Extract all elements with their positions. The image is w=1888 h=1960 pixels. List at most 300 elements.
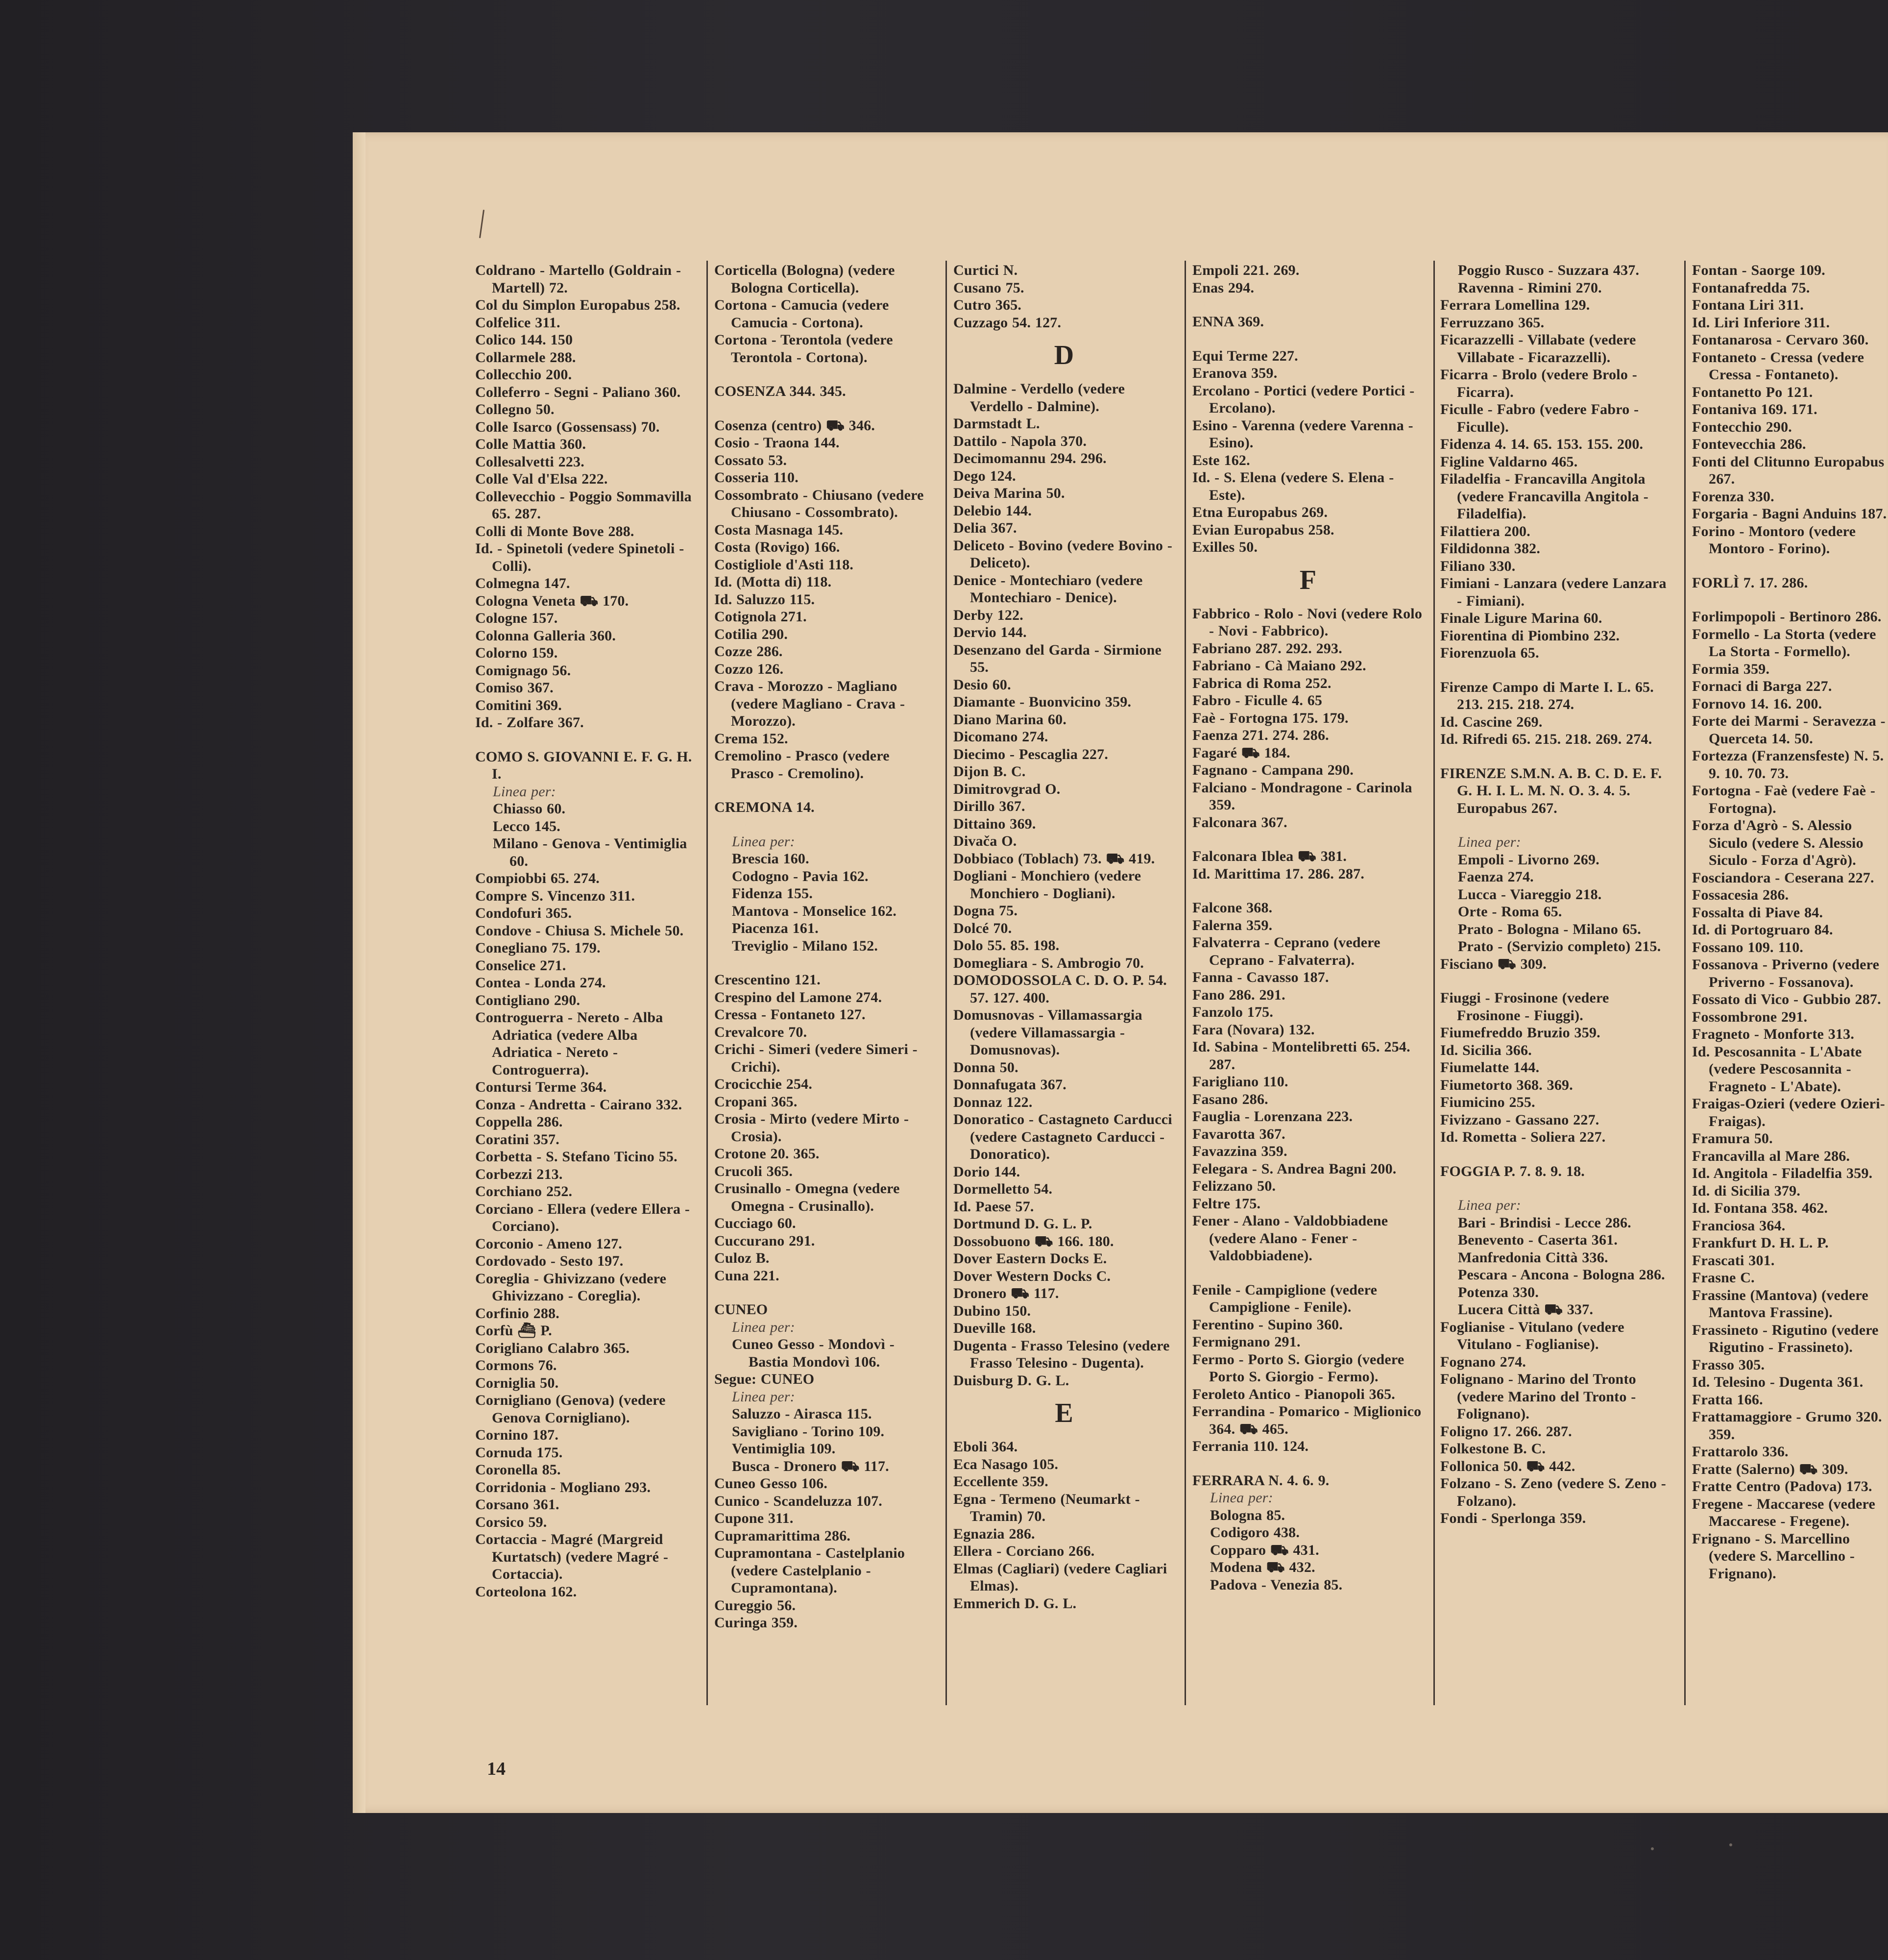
index-entry: Mantova - Monselice 162. <box>732 903 897 919</box>
index-entry: Exilles 50. <box>1192 539 1258 555</box>
index-entry: Conegliano 75. 179. <box>475 940 601 956</box>
index-entry: Id. Pescosannita - L'Abate (vedere Pescosannita - Fragneto - L'Abate). <box>1692 1043 1862 1095</box>
column-divider <box>1433 261 1435 1705</box>
index-entry: Crusinallo - Omegna (vedere Omegna - Crusinallo). <box>714 1180 900 1214</box>
index-entry: Fanna - Cavasso 187. <box>1192 969 1329 985</box>
index-entry: Savigliano - Torino 109. <box>732 1423 885 1440</box>
index-entry: Cologna Veneta ⛟ 170. <box>475 592 629 609</box>
index-entry: Fiumefreddo Bruzio 359. <box>1440 1025 1600 1041</box>
index-entry: Comiso 367. <box>475 680 554 696</box>
index-entry: Esino - Varenna (vedere Varenna - Esino). <box>1192 417 1413 451</box>
index-entry: Comitini 369. <box>475 697 562 713</box>
index-entry: Diano Marina 60. <box>953 711 1067 728</box>
index-entry: Fossato di Vico - Gubbio 287. <box>1692 991 1881 1007</box>
index-entry: Dirillo 367. <box>953 798 1025 814</box>
index-entry: Benevento - Caserta 361. <box>1458 1232 1618 1248</box>
index-entry: Faè - Fortogna 175. 179. <box>1192 710 1349 726</box>
index-entry: Lecco 145. <box>493 818 560 834</box>
index-entry: Colfelice 311. <box>475 314 560 331</box>
index-entry: Dortmund D. G. L. P. <box>953 1216 1092 1232</box>
index-entry: Crema 152. <box>714 730 788 747</box>
index-entry: Foligno 17. 266. 287. <box>1440 1423 1572 1440</box>
index-entry: Forgaria - Bagni Anduins 187. <box>1692 506 1887 522</box>
index-entry: Fivizzano - Gassano 227. <box>1440 1111 1599 1128</box>
index-entry: Dorio 144. <box>953 1163 1020 1180</box>
index-entry: Cossato 53. <box>714 452 787 468</box>
index-entry: Cosenza (centro) ⛟ 346. <box>714 417 875 434</box>
index-entry: Col du Simplon Europabus 258. <box>475 297 680 313</box>
index-entry: Eranova 359. <box>1192 365 1278 381</box>
index-entry: Codogno - Pavia 162. <box>732 868 869 884</box>
index-entry: Corniglia 50. <box>475 1374 559 1391</box>
index-entry: Forza d'Agrò - S. Alessio Siculo (vedere S. Alessio Siculo - Forza d'Agrò). <box>1692 817 1864 868</box>
index-entry: Frassineto - Rigutino (vedere Rigutino - Frassineto). <box>1692 1322 1879 1355</box>
scan-dust <box>1651 1847 1654 1850</box>
index-entry: Fabbrico - Rolo - Novi (vedere Rolo - Novi - Fabbrico). <box>1192 605 1423 639</box>
index-entry: Cornino 187. <box>475 1427 559 1443</box>
index-entry: Crocicchie 254. <box>714 1076 813 1092</box>
scan-dust <box>1729 1843 1732 1846</box>
index-column-3 <box>953 262 1175 1756</box>
index-entry: Equi Terme 227. <box>1192 347 1298 364</box>
index-entry: Coreglia - Ghivizzano (vedere Ghivizzano - Coreglia). <box>475 1270 667 1304</box>
index-entry: Fossanova - Priverno (vedere Priverno - Fossanova). <box>1692 956 1880 990</box>
index-entry: Cormons 76. <box>475 1357 557 1373</box>
index-entry: Id. Rometta - Soliera 227. <box>1440 1129 1606 1145</box>
index-entry: Corfinio 288. <box>475 1305 559 1322</box>
index-entry: Frascati 301. <box>1692 1252 1775 1269</box>
index-entry: Id. Marittima 17. 286. 287. <box>1192 865 1365 882</box>
index-entry: Fornovo 14. 16. 200. <box>1692 695 1822 712</box>
index-entry: FERRARA N. 4. 6. 9. <box>1192 1472 1330 1489</box>
index-entry: Milano - Genova - Ventimiglia 60. <box>493 835 687 869</box>
index-entry: Forenza 330. <box>1692 488 1774 505</box>
index-entry: Denice - Montechiaro (vedere Montechiaro - Denice). <box>953 572 1143 606</box>
index-entry: Lucera Città ⛟ 337. <box>1458 1301 1594 1318</box>
index-entry: Fortogna - Faè (vedere Faè - Fortogna). <box>1692 783 1876 816</box>
index-entry: Fragneto - Monforte 313. <box>1692 1026 1855 1042</box>
index-entry: Corchiano 252. <box>475 1183 573 1200</box>
index-entry: Falconara 367. <box>1192 814 1287 831</box>
index-entry: Forlimpopoli - Bertinoro 286. <box>1692 609 1882 625</box>
index-entry: Dogliani - Monchiero (vedere Monchiero - Dogliani). <box>953 868 1141 902</box>
index-entry: Dattilo - Napola 370. <box>953 433 1087 449</box>
index-entry: Fossalta di Piave 84. <box>1692 904 1823 921</box>
index-entry: Feltre 175. <box>1192 1195 1261 1212</box>
index-entry: Cuneo Gesso - Mondovì - Bastia Mondovì 106. <box>732 1336 895 1370</box>
index-entry: Domusnovas - Villamassargia (vedere Villamassargia - Domusnovas). <box>953 1007 1142 1058</box>
index-entry: Dimitrovgrad O. <box>953 781 1061 797</box>
margin-mark <box>479 210 484 238</box>
index-entry: Cucciago 60. <box>714 1215 796 1231</box>
index-entry: COMO S. GIOVANNI E. F. G. H. I. <box>475 748 692 782</box>
section-letter: D <box>1054 340 1074 370</box>
index-entry: Cutro 365. <box>953 297 1022 313</box>
index-entry: Fontana Liri 311. <box>1692 297 1804 313</box>
index-entry: Id. di Portogruaro 84. <box>1692 922 1833 938</box>
index-entry: Falconara Iblea ⛟ 381. <box>1192 848 1347 864</box>
index-entry: Fiumetorto 368. 369. <box>1440 1077 1573 1093</box>
index-entry: Brescia 160. <box>732 851 809 867</box>
index-entry: Fagaré ⛟ 184. <box>1192 744 1290 761</box>
index-entry: Ravenna - Rimini 270. <box>1458 279 1602 296</box>
index-entry: Dugenta - Frasso Telesino (vedere Frasso Telesino - Dugenta). <box>953 1337 1170 1371</box>
index-entry: Fossombrone 291. <box>1692 1008 1808 1025</box>
index-entry: Ellera - Corciano 266. <box>953 1543 1095 1559</box>
index-entry: Ferentino - Supino 360. <box>1192 1316 1343 1333</box>
index-entry: Collecchio 200. <box>475 367 572 383</box>
index-entry: Coppella 286. <box>475 1114 563 1130</box>
index-entry: Collevecchio - Poggio Sommavilla 65. 287. <box>475 488 692 522</box>
index-entry: Fidenza 4. 14. 65. 153. 155. 200. <box>1440 436 1644 452</box>
index-entry: Id. Saluzzo 115. <box>714 591 815 608</box>
index-entry: Busca - Dronero ⛟ 117. <box>732 1458 889 1474</box>
index-entry: Falcone 368. <box>1192 900 1273 916</box>
index-entry: Eboli 364. <box>953 1439 1018 1455</box>
index-entry: Id. Rifredi 65. 215. 218. 269. 274. <box>1440 731 1652 747</box>
index-entry: Folzano - S. Zeno (vedere S. Zeno - Folzano). <box>1440 1475 1666 1509</box>
index-entry: Manfredonia Città 336. <box>1458 1249 1608 1266</box>
index-entry: Faenza 271. 274. 286. <box>1192 727 1329 743</box>
index-entry: Empoli 221. 269. <box>1192 262 1300 278</box>
index-entry: Cornigliano (Genova) (vedere Genova Cornigliano). <box>475 1392 666 1426</box>
index-entry: Costigliole d'Asti 118. <box>714 556 854 573</box>
index-entry: Donnaz 122. <box>953 1094 1033 1110</box>
index-entry: Framura 50. <box>1692 1130 1773 1147</box>
index-entry: Cotignola 271. <box>714 609 807 625</box>
index-entry: Dubino 150. <box>953 1302 1031 1319</box>
index-entry: Corridonia - Mogliano 293. <box>475 1479 651 1495</box>
index-entry: Crescentino 121. <box>714 972 821 988</box>
index-entry: Ficulle - Fabro (vedere Fabro - Ficulle). <box>1440 401 1639 435</box>
index-entry: Colle Isarco (Gossensass) 70. <box>475 418 660 435</box>
index-entry: Favarotta 367. <box>1192 1126 1285 1142</box>
index-entry: Fratte (Salerno) ⛟ 309. <box>1692 1461 1848 1477</box>
index-entry: Bari - Brindisi - Lecce 286. <box>1458 1214 1631 1231</box>
index-entry: Filattiera 200. <box>1440 523 1530 539</box>
index-entry: Fontanarosa - Cervaro 360. <box>1692 332 1869 348</box>
index-entry: Compiobbi 65. 274. <box>475 870 600 886</box>
index-entry: Comignago 56. <box>475 662 571 679</box>
index-entry: Fara (Novara) 132. <box>1192 1021 1315 1038</box>
index-entry: Filadelfia - Francavilla Angitola (vedere Francavilla Angitola - Filadelfia). <box>1440 471 1648 522</box>
index-entry: Colli di Monte Bove 288. <box>475 523 634 539</box>
index-entry: Treviglio - Milano 152. <box>732 937 878 954</box>
index-entry: Corsico 59. <box>475 1514 547 1530</box>
index-entry: Forino - Montoro (vedere Montoro - Forino). <box>1692 523 1856 557</box>
index-entry: Fregene - Maccarese (vedere Maccarese - Fregene). <box>1692 1495 1876 1529</box>
index-entry: Id. Cascine 269. <box>1440 713 1543 730</box>
index-entry: Fasano 286. <box>1192 1091 1268 1107</box>
index-entry: Fimiani - Lanzara (vedere Lanzara - Fimiani). <box>1440 575 1667 609</box>
index-entry: Felegara - S. Andrea Bagni 200. <box>1192 1160 1397 1177</box>
index-entry: Dolcé 70. <box>953 920 1012 936</box>
index-entry: Dronero ⛟ 117. <box>953 1285 1059 1301</box>
column-divider <box>706 261 708 1705</box>
index-entry: Corfù ⛴ P. <box>475 1323 552 1339</box>
index-entry: Corbetta - S. Stefano Ticino 55. <box>475 1149 678 1165</box>
index-entry: Decimomannu 294. 296. <box>953 450 1107 466</box>
index-entry: Cozze 286. <box>714 643 783 660</box>
index-entry: Empoli - Livorno 269. <box>1458 851 1599 868</box>
index-entry: Collegno 50. <box>475 401 555 417</box>
index-column-5 <box>1440 262 1671 1756</box>
index-entry: Curtici N. <box>953 262 1018 278</box>
index-entry: Crichi - Simeri (vedere Simeri - Crichi). <box>714 1041 918 1075</box>
index-entry: Cortona - Camucia (vedere Camucia - Cortona). <box>714 297 889 331</box>
index-entry: Eccellente 359. <box>953 1473 1048 1490</box>
index-entry: Fonti del Clitunno Europabus 267. <box>1692 453 1885 487</box>
index-entry: Coldrano - Martello (Goldrain - Martell) 72. <box>475 262 681 296</box>
index-entry: Fanzolo 175. <box>1192 1004 1274 1020</box>
index-entry: Frasso 305. <box>1692 1356 1765 1373</box>
index-entry: Fabrica di Roma 252. <box>1192 675 1331 691</box>
index-entry: Diecimo - Pescaglia 227. <box>953 746 1109 762</box>
index-entry: Fagnano - Campana 290. <box>1192 762 1354 778</box>
index-entry: Falvaterra - Ceprano (vedere Ceprano - Falvaterra). <box>1192 934 1380 968</box>
index-entry: Follonica 50. ⛟ 442. <box>1440 1458 1575 1474</box>
index-entry: Cozzo 126. <box>714 661 784 677</box>
index-entry: Farigliano 110. <box>1192 1074 1288 1090</box>
index-entry: ENNA 369. <box>1192 314 1264 330</box>
column-divider <box>945 261 947 1705</box>
index-entry: Frattarolo 336. <box>1692 1444 1789 1460</box>
index-entry: Colle Mattia 360. <box>475 436 586 452</box>
index-entry: Fabriano 287. 292. 293. <box>1192 640 1342 657</box>
index-entry: CUNEO <box>714 1301 768 1318</box>
index-entry: Fener - Alano - Valdobbiadene (vedere Alano - Fener - Valdobbiadene). <box>1192 1213 1388 1264</box>
index-entry: Franciosa 364. <box>1692 1217 1786 1234</box>
index-entry: Cureggio 56. <box>714 1597 796 1614</box>
index-entry: Cusano 75. <box>953 279 1024 296</box>
index-entry: Contursi Terme 364. <box>475 1079 607 1095</box>
index-entry: Culoz B. <box>714 1250 770 1266</box>
line-heading: Linea per: <box>732 833 795 850</box>
index-entry: Id. - Zolfare 367. <box>475 714 584 731</box>
index-entry: Ferrania 110. 124. <box>1192 1438 1309 1454</box>
index-entry: Cuna 221. <box>714 1267 779 1284</box>
index-entry: Cornuda 175. <box>475 1444 563 1461</box>
index-entry: Cossombrato - Chiusano (vedere Chiusano - Cossombrato). <box>714 487 924 520</box>
index-entry: Dogna 75. <box>953 903 1018 919</box>
index-entry: Delia 367. <box>953 520 1017 536</box>
index-entry: Cuzzago 54. 127. <box>953 314 1062 331</box>
index-entry: Cortona - Terontola (vedere Terontola - Cortona). <box>714 332 893 366</box>
index-entry: Conza - Andretta - Cairano 332. <box>475 1096 682 1113</box>
index-entry: Enas 294. <box>1192 279 1255 296</box>
index-entry: Donoratico - Castagneto Carducci (vedere Castagneto Carducci - Donoratico). <box>953 1111 1172 1162</box>
index-entry: Fondi - Sperlonga 359. <box>1440 1510 1586 1526</box>
index-entry: Prato - (Servizio completo) 215. <box>1458 938 1661 955</box>
page-number: 14 <box>487 1759 506 1779</box>
index-entry: Desio 60. <box>953 676 1011 693</box>
index-entry: Domegliara - S. Ambrogio 70. <box>953 955 1144 971</box>
index-entry: Donna 50. <box>953 1059 1018 1076</box>
index-entry: Fiumelatte 144. <box>1440 1059 1540 1076</box>
column-divider <box>1185 261 1186 1705</box>
index-entry: Frasne C. <box>1692 1270 1755 1286</box>
index-entry: Costa (Rovigo) 166. <box>714 539 840 555</box>
index-entry: Fidenza 155. <box>732 885 813 902</box>
index-entry: Dover Eastern Docks E. <box>953 1250 1107 1267</box>
index-entry: Fildidonna 382. <box>1440 540 1541 557</box>
index-entry: Cosio - Traona 144. <box>714 435 840 451</box>
index-entry: Folkestone B. C. <box>1440 1441 1546 1457</box>
index-entry: Formia 359. <box>1692 661 1770 677</box>
index-entry: Modena ⛟ 432. <box>1210 1559 1315 1575</box>
index-entry: Chiasso 60. <box>493 801 566 817</box>
index-entry: Ficarra - Brolo (vedere Brolo - Ficarra). <box>1440 367 1637 400</box>
index-entry: Favazzina 359. <box>1192 1143 1287 1159</box>
index-entry: Ferrara Lomellina 129. <box>1440 297 1590 313</box>
index-entry: Emmerich D. G. L. <box>953 1595 1077 1612</box>
line-heading: Linea per: <box>1458 1197 1521 1213</box>
index-entry: Este 162. <box>1192 452 1250 468</box>
index-entry: Fiuggi - Frosinone (vedere Frosinone - Fiuggi). <box>1440 990 1609 1024</box>
index-entry: Coratini 357. <box>475 1131 559 1148</box>
index-entry: Cosseria 110. <box>714 469 799 486</box>
index-entry: Faenza 274. <box>1458 869 1534 885</box>
index-entry: Dego 124. <box>953 467 1016 484</box>
index-column-6 <box>1692 262 1888 1756</box>
page-gutter-edge <box>353 132 365 1813</box>
index-entry: Francavilla al Mare 286. <box>1692 1148 1850 1164</box>
index-entry: Fossacesia 286. <box>1692 887 1789 903</box>
index-entry: Colico 144. 150 <box>475 332 573 348</box>
index-entry: Feroleto Antico - Pianopoli 365. <box>1192 1386 1395 1402</box>
index-entry: Fiorentina di Piombino 232. <box>1440 627 1620 644</box>
index-entry: Fiorenzuola 65. <box>1440 645 1539 661</box>
index-entry: Fabriano - Cà Maiano 292. <box>1192 658 1366 674</box>
index-entry: Segue: CUNEO <box>714 1371 815 1387</box>
index-entry: Fraigas-Ozieri (vedere Ozieri-Fraigas). <box>1692 1096 1885 1129</box>
book-page <box>353 132 1888 1813</box>
index-entry: Cortaccia - Magré (Margreid Kurtatsch) (vedere Magré - Cortaccia). <box>475 1531 669 1582</box>
index-entry: Colle Val d'Elsa 222. <box>475 471 608 487</box>
index-entry: Ventimiglia 109. <box>732 1441 836 1457</box>
index-entry: FORLÌ 7. 17. 286. <box>1692 574 1808 591</box>
index-entry: Divača O. <box>953 833 1017 849</box>
index-entry: Cropani 365. <box>714 1093 798 1110</box>
index-entry: Id. di Sicilia 379. <box>1692 1182 1801 1199</box>
index-entry: Frattamaggiore - Grumo 320. 359. <box>1692 1409 1882 1443</box>
index-entry: Cordovado - Sesto 197. <box>475 1253 624 1269</box>
index-entry: Dobbiaco (Toblach) 73. ⛟ 419. <box>953 850 1155 867</box>
line-heading: Linea per: <box>1458 834 1521 850</box>
index-entry: Condofuri 365. <box>475 905 572 921</box>
index-entry: Dover Western Docks C. <box>953 1268 1111 1284</box>
index-entry: Orte - Roma 65. <box>1458 904 1562 920</box>
index-entry: Fano 286. 291. <box>1192 986 1285 1003</box>
index-column-2 <box>714 262 936 1756</box>
index-entry: Fermignano 291. <box>1192 1334 1301 1350</box>
index-entry: Fontanetto Po 121. <box>1692 384 1813 400</box>
index-entry: Delebio 144. <box>953 502 1032 519</box>
index-entry: Colorno 159. <box>475 645 558 661</box>
index-entry: Duisburg D. G. L. <box>953 1372 1069 1389</box>
index-entry: Id. Telesino - Dugenta 361. <box>1692 1374 1864 1390</box>
index-entry: Codigoro 438. <box>1210 1524 1300 1541</box>
index-entry: Donnafugata 367. <box>953 1077 1066 1093</box>
index-column-1 <box>475 262 697 1756</box>
index-entry: Lucca - Viareggio 218. <box>1458 886 1602 903</box>
index-entry: Id. Fontana 358. 462. <box>1692 1200 1828 1216</box>
index-entry: Derby 122. <box>953 607 1023 623</box>
index-entry: Eca Nasago 105. <box>953 1456 1059 1472</box>
index-entry: Cupramarittima 286. <box>714 1527 851 1544</box>
index-entry: Cremolino - Prasco (vedere Prasco - Cremolino). <box>714 748 890 782</box>
index-entry: Piacenza 161. <box>732 920 819 936</box>
index-entry: Dicomano 274. <box>953 729 1048 745</box>
index-entry: Corciano - Ellera (vedere Ellera - Corciano). <box>475 1200 690 1234</box>
index-entry: Cuneo Gesso 106. <box>714 1475 828 1492</box>
index-entry: Fognano 274. <box>1440 1353 1526 1370</box>
index-entry: Poggio Rusco - Suzzara 437. <box>1458 262 1640 278</box>
line-heading: Linea per: <box>732 1388 795 1405</box>
index-entry: Colleferro - Segni - Paliano 360. <box>475 384 681 400</box>
index-entry: Cressa - Fontaneto 127. <box>714 1006 866 1023</box>
index-entry: Fossano 109. 110. <box>1692 939 1804 956</box>
index-entry: Fontevecchia 286. <box>1692 436 1806 452</box>
index-entry: Diamante - Buonvicino 359. <box>953 694 1132 710</box>
index-entry: Colmegna 147. <box>475 575 570 591</box>
index-entry: Fiumicino 255. <box>1440 1094 1535 1110</box>
index-entry: Crava - Morozzo - Magliano (vedere Magliano - Crava - Morozzo). <box>714 678 905 729</box>
index-entry: Dueville 168. <box>953 1320 1036 1336</box>
index-entry: Figline Valdarno 465. <box>1440 453 1578 470</box>
index-entry: Frankfurt D. H. L. P. <box>1692 1235 1829 1251</box>
column-divider <box>1684 261 1686 1705</box>
index-entry: Cuccurano 291. <box>714 1232 815 1249</box>
index-entry: Condove - Chiusa S. Michele 50. <box>475 922 684 939</box>
index-entry: Padova - Venezia 85. <box>1210 1576 1343 1593</box>
index-entry: Foglianise - Vitulano (vedere Vitulano - Foglianise). <box>1440 1319 1624 1352</box>
index-entry: Desenzano del Garda - Sirmione 55. <box>953 641 1162 675</box>
index-entry: Pescara - Ancona - Bologna 286. <box>1458 1267 1665 1283</box>
index-entry: Dittaino 369. <box>953 815 1036 832</box>
index-entry: Fosciandora - Ceserana 227. <box>1692 869 1874 886</box>
index-entry: Potenza 330. <box>1458 1284 1539 1300</box>
index-entry: Crucoli 365. <box>714 1163 793 1179</box>
index-entry: Crespino del Lamone 274. <box>714 989 882 1005</box>
index-entry: Corconio - Ameno 127. <box>475 1235 622 1252</box>
index-entry: Cologne 157. <box>475 610 558 626</box>
index-entry: Egnazia 286. <box>953 1525 1035 1542</box>
index-entry: Fabro - Ficulle 4. 65 <box>1192 692 1323 709</box>
index-entry: Copparo ⛟ 431. <box>1210 1542 1319 1558</box>
index-entry: Id. Sicilia 366. <box>1440 1042 1532 1058</box>
index-entry: Fermo - Porto S. Giorgio (vedere Porto S. Giorgio - Fermo). <box>1192 1351 1404 1385</box>
index-entry: Corigliano Calabro 365. <box>475 1340 630 1356</box>
index-entry: Darmstadt L. <box>953 416 1040 432</box>
index-entry: Dossobuono ⛟ 166. 180. <box>953 1233 1114 1250</box>
index-entry: Corticella (Bologna) (vedere Bologna Corticella). <box>714 262 895 296</box>
index-entry: Crosia - Mirto (vedere Mirto - Crosia). <box>714 1111 909 1145</box>
index-entry: Curinga 359. <box>714 1615 798 1631</box>
index-entry: Fratta 166. <box>1692 1391 1763 1408</box>
index-entry: Fratte Centro (Padova) 173. <box>1692 1478 1872 1494</box>
index-entry: Ercolano - Portici (vedere Portici - Ercolano). <box>1192 382 1415 416</box>
index-entry: Collarmele 288. <box>475 349 576 366</box>
index-entry: Fontanafredda 75. <box>1692 279 1810 296</box>
index-entry: Firenze Campo di Marte I. L. 65. 213. 215. 218. 274. <box>1440 679 1654 712</box>
index-entry: Fortezza (Franzensfeste) N. 5. 9. 10. 70. 73. <box>1692 748 1884 782</box>
section-letter: E <box>1055 1398 1073 1428</box>
index-entry: Crevalcore 70. <box>714 1024 807 1040</box>
index-entry: Fontaniva 169. 171. <box>1692 401 1817 417</box>
index-entry: Evian Europabus 258. <box>1192 521 1334 538</box>
index-entry: Fauglia - Lorenzana 223. <box>1192 1108 1353 1125</box>
